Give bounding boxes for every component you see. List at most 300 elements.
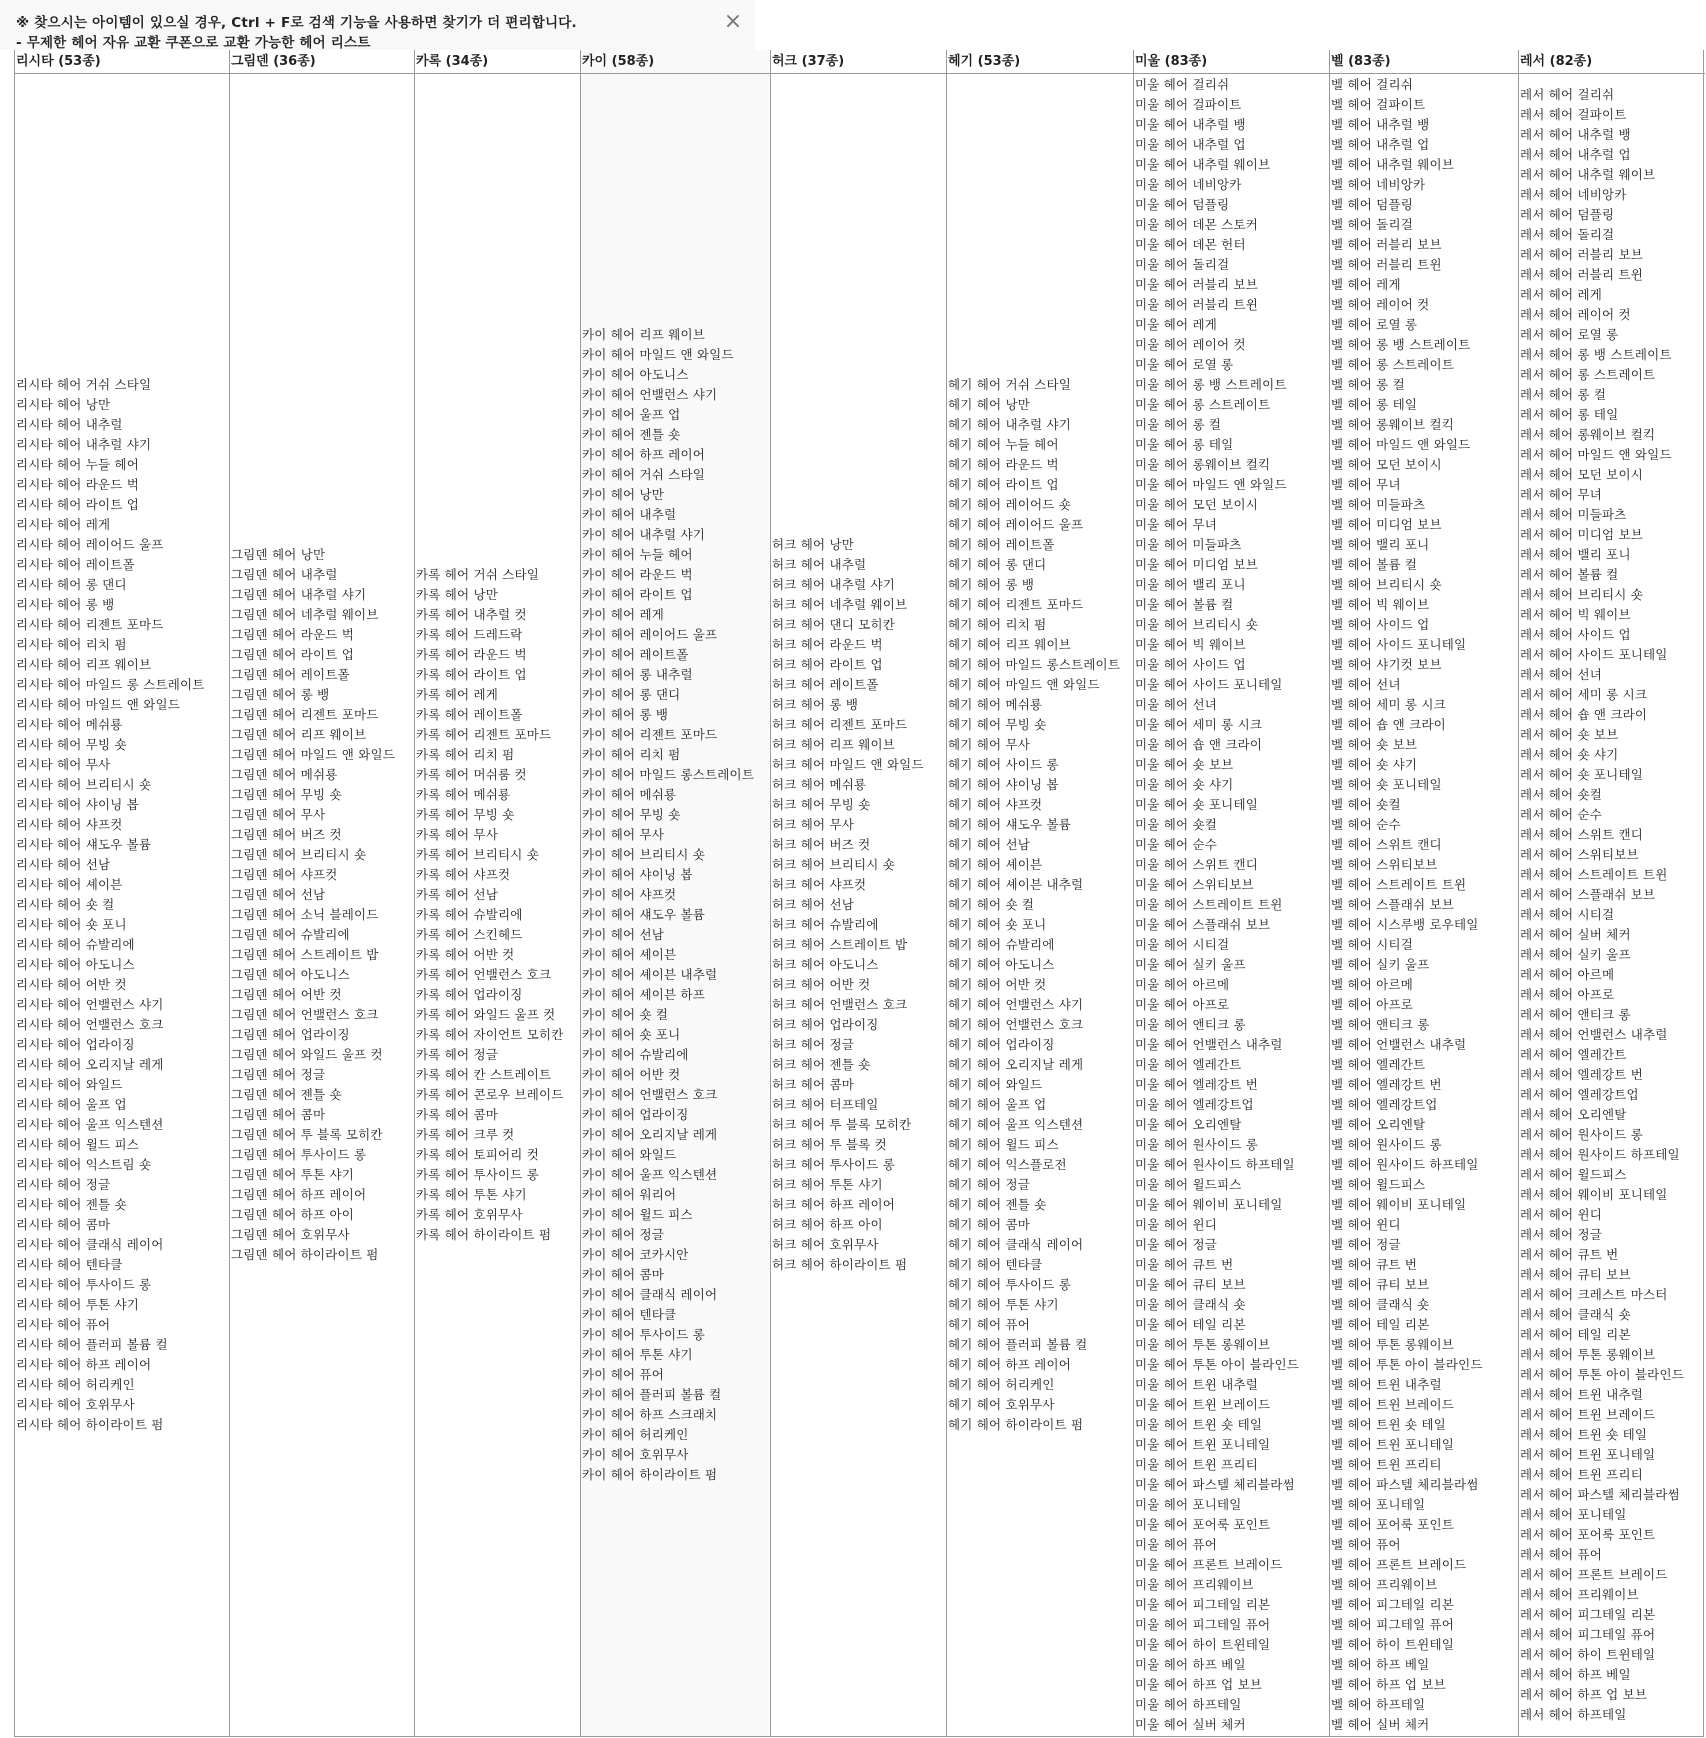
list-item: 헤기 헤어 와일드 (948, 1077, 1043, 1092)
list-item: 미울 헤어 아프로 (1135, 997, 1230, 1012)
list-item: 벨 헤어 샤기컷 보브 (1331, 657, 1442, 672)
list-item: 그림덴 헤어 라이트 업 (231, 647, 354, 662)
column-lisita (15, 50, 230, 1736)
list-item: 레서 헤어 하프 베일 (1520, 1667, 1631, 1682)
list-item: 레서 헤어 트윈 브레이드 (1520, 1407, 1656, 1422)
list-item: 카이 헤어 샤프컷 (582, 887, 677, 902)
list-item: 레서 헤어 내추럴 업 (1520, 147, 1631, 162)
list-item: 리시타 헤어 무사 (16, 757, 111, 772)
list-item: 허크 헤어 버즈 컷 (772, 837, 871, 852)
hair-list (1331, 75, 1518, 1735)
list-item: 레서 헤어 윌드피스 (1520, 1167, 1627, 1182)
column-lesser (1519, 50, 1705, 1736)
list-item: 벨 헤어 마일드 앤 와일드 (1331, 437, 1471, 452)
list-item: 카이 헤어 셰이븐 내추럴 (582, 967, 718, 982)
list-item: 카이 헤어 메쉬룡 (582, 787, 677, 802)
column-body (415, 74, 580, 1736)
list-item: 레서 헤어 미디엄 보브 (1520, 527, 1643, 542)
list-item: 벨 헤어 아르메 (1331, 977, 1413, 992)
list-item: 허크 헤어 하프 레이어 (772, 1197, 895, 1212)
list-item: 미울 헤어 스트레이트 트윈 (1135, 897, 1283, 912)
list-item: 미울 헤어 오리엔탈 (1135, 1117, 1242, 1132)
list-item: 카록 헤어 낭만 (416, 587, 498, 602)
list-item: 벨 헤어 포니테일 (1331, 1497, 1426, 1512)
list-item: 허크 헤어 어반 컷 (772, 977, 871, 992)
list-item: 카록 헤어 샤프컷 (416, 867, 511, 882)
list-item: 카이 헤어 정글 (582, 1227, 664, 1242)
column-header: 카이 (58종) (581, 50, 770, 74)
list-item: 리시타 헤어 셰이븐 (16, 877, 123, 892)
list-item: 벨 헤어 숏 샤기 (1331, 757, 1418, 772)
hair-list (16, 375, 229, 1435)
list-item: 벨 헤어 실키 울프 (1331, 957, 1430, 972)
list-item: 허크 헤어 하프 아이 (772, 1217, 883, 1232)
column-body (1134, 74, 1329, 1736)
list-item: 미울 헤어 실키 울프 (1135, 957, 1246, 972)
list-item: 헤기 헤어 레이어드 울프 (948, 517, 1084, 532)
list-item: 미울 헤어 롱 뱅 스트레이트 (1135, 377, 1287, 392)
list-item: 그림덴 헤어 메쉬룡 (231, 767, 338, 782)
list-item: 레서 헤어 사이드 포니테일 (1520, 647, 1668, 662)
list-item: 리시타 헤어 슈발리에 (16, 937, 135, 952)
list-item: 헤기 헤어 젠틀 숏 (948, 1197, 1047, 1212)
list-item: 레서 헤어 롱 스트레이트 (1520, 367, 1656, 382)
list-item: 카이 헤어 와일드 (582, 1147, 677, 1162)
list-item: 헤기 헤어 셰이븐 내추럴 (948, 877, 1084, 892)
list-item: 레서 헤어 크레스트 마스터 (1520, 1287, 1668, 1302)
list-item: 레서 헤어 볼륨 컬 (1520, 567, 1619, 582)
list-item: 카이 헤어 롱 뱅 (582, 707, 669, 722)
list-item: 카이 헤어 롱 내추럴 (582, 667, 693, 682)
list-item: 그림덴 헤어 롱 뱅 (231, 687, 330, 702)
list-item: 카이 헤어 마일드 롱스트레이트 (582, 767, 755, 782)
list-item: 카이 헤어 리프 웨이브 (582, 327, 705, 342)
list-item: 리시타 헤어 롱 뱅 (16, 597, 115, 612)
list-item: 벨 헤어 내추럴 업 (1331, 137, 1430, 152)
list-item: 미울 헤어 투톤 아이 블라인드 (1135, 1357, 1299, 1372)
list-item: 리시타 헤어 아도니스 (16, 957, 135, 972)
list-item: 카이 헤어 무사 (582, 827, 664, 842)
list-item: 리시타 헤어 마일드 앤 와일드 (16, 697, 180, 712)
list-item: 레서 헤어 웨이비 포니테일 (1520, 1187, 1668, 1202)
list-item: 레서 헤어 모던 보이시 (1520, 467, 1643, 482)
list-item: 벨 헤어 피그테일 리본 (1331, 1597, 1454, 1612)
list-item: 벨 헤어 하프테일 (1331, 1697, 1426, 1712)
list-item: 카이 헤어 투사이드 롱 (582, 1327, 705, 1342)
list-item: 레서 헤어 숏 샤기 (1520, 747, 1619, 762)
list-item: 카이 헤어 업라이징 (582, 1107, 689, 1122)
list-item: 벨 헤어 롱웨이브 컬킥 (1331, 417, 1454, 432)
list-item: 헤기 헤어 콤마 (948, 1217, 1030, 1232)
list-item: 벨 헤어 볼륨 컬 (1331, 557, 1418, 572)
list-item: 미울 헤어 포니테일 (1135, 1497, 1242, 1512)
list-item: 리시타 헤어 오리지날 레게 (16, 1057, 164, 1072)
list-item: 그림덴 헤어 낭만 (231, 547, 326, 562)
list-item: 헤기 헤어 롱 댄디 (948, 557, 1047, 572)
list-item: 벨 헤어 걸리쉬 (1331, 77, 1413, 92)
list-item: 미울 헤어 클래식 숏 (1135, 1297, 1246, 1312)
list-item: 리시타 헤어 업라이징 (16, 1037, 135, 1052)
list-item: 허크 헤어 레이트폴 (772, 677, 879, 692)
column-body (230, 74, 414, 1736)
list-item: 미울 헤어 윌드피스 (1135, 1177, 1242, 1192)
list-item: 그림덴 헤어 정글 (231, 1067, 326, 1082)
list-item: 카이 헤어 내추럴 샤기 (582, 527, 705, 542)
column-body (947, 74, 1133, 1736)
list-item: 미울 헤어 로열 롱 (1135, 357, 1234, 372)
list-item: 벨 헤어 돌리걸 (1331, 217, 1413, 232)
hair-list (582, 325, 770, 1485)
list-item: 헤기 헤어 섀도우 볼륨 (948, 817, 1071, 832)
list-item: 레서 헤어 엘레간트 (1520, 1047, 1627, 1062)
list-item: 레서 헤어 롱 테일 (1520, 407, 1619, 422)
list-item: 벨 헤어 브리티시 숏 (1331, 577, 1442, 592)
list-item: 카이 헤어 클래식 레이어 (582, 1287, 718, 1302)
list-item: 미울 헤어 숏 포니테일 (1135, 797, 1258, 812)
list-item: 리시타 헤어 윌드 피스 (16, 1137, 139, 1152)
list-item: 카이 헤어 코카시안 (582, 1247, 689, 1262)
list-item: 벨 헤어 숏 보브 (1331, 737, 1418, 752)
list-item: 미울 헤어 사이드 업 (1135, 657, 1246, 672)
list-item: 레서 헤어 롱웨이브 컬킥 (1520, 427, 1656, 442)
list-item: 벨 헤어 퓨어 (1331, 1537, 1401, 1552)
list-item: 미울 헤어 마일드 앤 와일드 (1135, 477, 1287, 492)
list-item: 카록 헤어 리젠트 포마드 (416, 727, 552, 742)
list-item: 레서 헤어 러블리 트윈 (1520, 267, 1643, 282)
list-item: 헤기 헤어 하프 레이어 (948, 1357, 1071, 1372)
list-item: 카이 헤어 슈발리에 (582, 1047, 689, 1062)
list-item: 카이 헤어 숏 포니 (582, 1027, 681, 1042)
list-item: 미울 헤어 트윈 숏 테일 (1135, 1417, 1263, 1432)
list-item: 레서 헤어 하프 업 보브 (1520, 1687, 1648, 1702)
list-item: 카이 헤어 셰이븐 (582, 947, 677, 962)
list-item: 리시타 헤어 레이트폴 (16, 557, 135, 572)
list-item: 벨 헤어 엘레간트 (1331, 1057, 1426, 1072)
list-item: 레서 헤어 큐티 보브 (1520, 1267, 1631, 1282)
list-item: 레서 헤어 선녀 (1520, 667, 1602, 682)
list-item: 카록 헤어 라운드 벅 (416, 647, 527, 662)
column-karok (415, 50, 581, 1736)
list-item: 미울 헤어 하프테일 (1135, 1697, 1242, 1712)
list-item: 미울 헤어 스위트 캔디 (1135, 857, 1258, 872)
list-item: 미울 헤어 순수 (1135, 837, 1217, 852)
list-item: 레서 헤어 레게 (1520, 287, 1602, 302)
list-item: 리시타 헤어 낭만 (16, 397, 111, 412)
list-item: 헤기 헤어 라운드 벅 (948, 457, 1059, 472)
close-icon[interactable]: × (723, 9, 743, 34)
list-item: 미울 헤어 롱 컬 (1135, 417, 1222, 432)
list-item: 벨 헤어 하프 베일 (1331, 1657, 1430, 1672)
list-item: 카이 헤어 허리케인 (582, 1427, 689, 1442)
list-item: 그림덴 헤어 라운드 벅 (231, 627, 354, 642)
list-item: 레서 헤어 스트레이트 트윈 (1520, 867, 1668, 882)
list-item: 헤기 헤어 샤이닝 봅 (948, 777, 1059, 792)
list-item: 리시타 헤어 누들 헤어 (16, 457, 139, 472)
hair-list (231, 545, 414, 1265)
list-item: 레서 헤어 아르메 (1520, 967, 1615, 982)
list-item: 헤기 헤어 롱 뱅 (948, 577, 1035, 592)
list-item: 카록 헤어 내추럴 컷 (416, 607, 527, 622)
list-item: 레서 헤어 무녀 (1520, 487, 1602, 502)
list-item: 미울 헤어 돌리걸 (1135, 257, 1230, 272)
list-item: 벨 헤어 클래식 숏 (1331, 1297, 1430, 1312)
list-item: 헤기 헤어 플러피 볼륨 컬 (948, 1337, 1088, 1352)
list-item: 벨 헤어 원사이드 롱 (1331, 1137, 1442, 1152)
list-item: 허크 헤어 투 블록 모히칸 (772, 1117, 912, 1132)
list-item: 리시타 헤어 투톤 샤기 (16, 1297, 139, 1312)
list-item: 미울 헤어 무녀 (1135, 517, 1217, 532)
list-item: 카이 헤어 무빙 숏 (582, 807, 681, 822)
list-item: 헤기 헤어 샤프컷 (948, 797, 1043, 812)
list-item: 리시타 헤어 라이트 업 (16, 497, 139, 512)
list-item: 미울 헤어 데몬 스토커 (1135, 217, 1258, 232)
list-item: 그림덴 헤어 콤마 (231, 1107, 326, 1122)
list-item: 미울 헤어 윈디 (1135, 1217, 1217, 1232)
list-item: 그림덴 헤어 호위무사 (231, 1227, 350, 1242)
list-item: 헤기 헤어 메쉬룡 (948, 697, 1043, 712)
list-item: 카이 헤어 투톤 샤기 (582, 1347, 693, 1362)
list-item: 허크 헤어 브리티시 숏 (772, 857, 895, 872)
list-item: 미울 헤어 숍 앤 크라이 (1135, 737, 1263, 752)
column-body (15, 74, 229, 1736)
list-item: 카록 헤어 머쉬룸 컷 (416, 767, 527, 782)
list-item: 카이 헤어 텐타클 (582, 1307, 677, 1322)
list-item: 허크 헤어 무사 (772, 817, 854, 832)
list-item: 벨 헤어 숏컬 (1331, 797, 1401, 812)
list-item: 헤기 헤어 언밸런스 호크 (948, 1017, 1084, 1032)
list-item: 레서 헤어 숏 포니테일 (1520, 767, 1643, 782)
list-item: 그림덴 헤어 투사이드 롱 (231, 1147, 367, 1162)
list-item: 그림덴 헤어 하이라이트 펌 (231, 1247, 379, 1262)
list-item: 헤기 헤어 숏 컬 (948, 897, 1035, 912)
list-item: 허크 헤어 슈발리에 (772, 917, 879, 932)
list-item: 그림덴 헤어 슈발리에 (231, 927, 350, 942)
list-item: 벨 헤어 시티걸 (1331, 937, 1413, 952)
list-item: 레서 헤어 롱 컬 (1520, 387, 1607, 402)
list-item: 허크 헤어 투사이드 롱 (772, 1157, 895, 1172)
list-item: 벨 헤어 롱 뱅 스트레이트 (1331, 337, 1471, 352)
column-hurk (771, 50, 947, 1736)
list-item: 리시타 헤어 와일드 (16, 1077, 123, 1092)
list-item: 카록 헤어 언밸런스 호크 (416, 967, 552, 982)
list-item: 카이 헤어 선남 (582, 927, 664, 942)
list-item: 헤기 헤어 사이드 롱 (948, 757, 1059, 772)
list-item: 벨 헤어 시스루뱅 로우테일 (1331, 917, 1479, 932)
hair-list (772, 535, 946, 1275)
list-item: 허크 헤어 투 블록 컷 (772, 1137, 887, 1152)
list-item: 벨 헤어 스트레이트 트윈 (1331, 877, 1467, 892)
notice-banner (0, 0, 755, 50)
list-item: 미울 헤어 숏 보브 (1135, 757, 1234, 772)
list-item: 미울 헤어 러블리 트윈 (1135, 297, 1258, 312)
list-item: 미울 헤어 내추럴 업 (1135, 137, 1246, 152)
list-item: 카이 헤어 내추럴 (582, 507, 677, 522)
list-item: 리시타 헤어 섀도우 볼륨 (16, 837, 152, 852)
list-item: 그림덴 헤어 언밸런스 호크 (231, 1007, 379, 1022)
list-item: 벨 헤어 웨이비 포니테일 (1331, 1197, 1467, 1212)
list-item: 벨 헤어 스위트 캔디 (1331, 837, 1442, 852)
list-item: 허크 헤어 무빙 숏 (772, 797, 871, 812)
list-item: 레서 헤어 브리티시 숏 (1520, 587, 1643, 602)
list-item: 카이 헤어 콤마 (582, 1267, 664, 1282)
list-item: 벨 헤어 앤티크 롱 (1331, 1017, 1430, 1032)
list-item: 카이 헤어 하프 레이어 (582, 447, 705, 462)
list-item: 허크 헤어 롱 뱅 (772, 697, 859, 712)
list-item: 헤기 헤어 레이어드 숏 (948, 497, 1071, 512)
list-item: 그림덴 헤어 아도니스 (231, 967, 350, 982)
list-item: 카록 헤어 자이언트 모히칸 (416, 1027, 564, 1042)
list-item: 미울 헤어 피그테일 퓨어 (1135, 1617, 1271, 1632)
list-item: 벨 헤어 사이드 업 (1331, 617, 1430, 632)
list-item: 벨 헤어 내추럴 웨이브 (1331, 157, 1454, 172)
list-item: 헤기 헤어 리프 웨이브 (948, 637, 1071, 652)
list-item: 카록 헤어 정글 (416, 1047, 498, 1062)
list-item: 레서 헤어 스플래쉬 보브 (1520, 887, 1656, 902)
list-item: 그림덴 헤어 하프 아이 (231, 1207, 354, 1222)
list-item: 카록 헤어 호위무사 (416, 1207, 523, 1222)
list-item: 미울 헤어 스위티보브 (1135, 877, 1254, 892)
list-item: 카이 헤어 셰이븐 하프 (582, 987, 705, 1002)
list-item: 허크 헤어 리프 웨이브 (772, 737, 895, 752)
column-header: 레서 (82종) (1519, 50, 1705, 74)
list-item: 레서 헤어 밸리 포니 (1520, 547, 1631, 562)
list-item: 벨 헤어 세미 롱 시크 (1331, 697, 1446, 712)
column-header: 벨 (83종) (1330, 50, 1518, 74)
list-item: 헤기 헤어 마일드 앤 와일드 (948, 677, 1100, 692)
list-item: 벨 헤어 실버 체커 (1331, 1717, 1430, 1732)
column-header: 헤기 (53종) (947, 50, 1133, 74)
list-item: 카이 헤어 리젠트 포마드 (582, 727, 718, 742)
list-item: 미울 헤어 파스텔 체리블라썸 (1135, 1477, 1295, 1492)
list-item: 미울 헤어 모던 보이시 (1135, 497, 1258, 512)
list-item: 벨 헤어 미들파츠 (1331, 497, 1426, 512)
list-item: 벨 헤어 피그테일 퓨어 (1331, 1617, 1454, 1632)
list-item: 그림덴 헤어 업라이징 (231, 1027, 350, 1042)
list-item: 카이 헤어 울프 익스텐션 (582, 1167, 718, 1182)
list-item: 카록 헤어 와일드 울프 컷 (416, 1007, 556, 1022)
list-item: 허크 헤어 낭만 (772, 537, 854, 552)
list-item: 레서 헤어 숍 앤 크라이 (1520, 707, 1648, 722)
list-item: 헤기 헤어 울프 익스텐션 (948, 1117, 1084, 1132)
list-item: 레서 헤어 숏 보브 (1520, 727, 1619, 742)
list-item: 벨 헤어 트윈 포니테일 (1331, 1437, 1454, 1452)
list-item: 레서 헤어 걸리쉬 (1520, 87, 1615, 102)
list-item: 벨 헤어 걸파이트 (1331, 97, 1426, 112)
list-item: 미울 헤어 원사이드 하프테일 (1135, 1157, 1295, 1172)
list-item: 미울 헤어 레게 (1135, 317, 1217, 332)
list-item: 미울 헤어 미디엄 보브 (1135, 557, 1258, 572)
list-item: 카록 헤어 투사이드 롱 (416, 1167, 539, 1182)
list-item: 카록 헤어 레게 (416, 687, 498, 702)
list-item: 미울 헤어 미들파츠 (1135, 537, 1242, 552)
column-grimden (230, 50, 415, 1736)
list-item: 벨 헤어 테일 리본 (1331, 1317, 1430, 1332)
list-item: 리시타 헤어 언밸런스 호크 (16, 1017, 164, 1032)
list-item: 카이 헤어 젠틀 숏 (582, 427, 681, 442)
list-item: 벨 헤어 언밸런스 내추럴 (1331, 1037, 1467, 1052)
list-item: 미울 헤어 큐트 번 (1135, 1257, 1234, 1272)
list-item: 카이 헤어 누들 헤어 (582, 547, 693, 562)
list-item: 벨 헤어 엘레강트 번 (1331, 1077, 1442, 1092)
list-item: 레서 헤어 테일 리본 (1520, 1327, 1631, 1342)
list-item: 벨 헤어 트윈 프리티 (1331, 1457, 1442, 1472)
list-item: 그림덴 헤어 선남 (231, 887, 326, 902)
list-item: 레서 헤어 숏컬 (1520, 787, 1602, 802)
list-item: 벨 헤어 트윈 내추럴 (1331, 1377, 1442, 1392)
list-item: 벨 헤어 포어룩 포인트 (1331, 1517, 1454, 1532)
list-item: 벨 헤어 빅 웨이브 (1331, 597, 1430, 612)
list-item: 리시타 헤어 익스트림 숏 (16, 1157, 152, 1172)
list-item: 레서 헤어 스위티보브 (1520, 847, 1639, 862)
list-item: 카록 헤어 하이라이트 펌 (416, 1227, 552, 1242)
list-item: 허크 헤어 선남 (772, 897, 854, 912)
list-item: 리시타 헤어 투사이드 롱 (16, 1277, 152, 1292)
list-item: 리시타 헤어 무빙 숏 (16, 737, 127, 752)
list-item: 리시타 헤어 콤마 (16, 1217, 111, 1232)
list-item: 헤기 헤어 정글 (948, 1177, 1030, 1192)
list-item: 벨 헤어 큐트 번 (1331, 1257, 1418, 1272)
list-item: 그림덴 헤어 샤프컷 (231, 867, 338, 882)
list-item: 리시타 헤어 텐타클 (16, 1257, 123, 1272)
list-item: 허크 헤어 업라이징 (772, 1017, 879, 1032)
list-item: 레서 헤어 하프테일 (1520, 1707, 1627, 1722)
list-item: 카록 헤어 선남 (416, 887, 498, 902)
list-item: 카록 헤어 어반 컷 (416, 947, 515, 962)
list-item: 레서 헤어 롱 뱅 스트레이트 (1520, 347, 1672, 362)
list-item: 벨 헤어 레게 (1331, 277, 1401, 292)
list-item: 카록 헤어 스킨헤드 (416, 927, 523, 942)
list-item: 헤기 헤어 셰이븐 (948, 857, 1043, 872)
list-item: 레서 헤어 덤플링 (1520, 207, 1615, 222)
list-item: 레서 헤어 순수 (1520, 807, 1602, 822)
list-item: 리시타 헤어 허리케인 (16, 1377, 135, 1392)
list-item: 레서 헤어 파스텔 체리블라썸 (1520, 1487, 1680, 1502)
list-item: 카이 헤어 브리티시 숏 (582, 847, 705, 862)
list-item: 리시타 헤어 메쉬룡 (16, 717, 123, 732)
list-item: 헤기 헤어 무사 (948, 737, 1030, 752)
list-item: 리시타 헤어 롱 댄디 (16, 577, 127, 592)
list-item: 리시타 헤어 샤프컷 (16, 817, 123, 832)
list-item: 미울 헤어 내추럴 뱅 (1135, 117, 1246, 132)
list-item: 헤기 헤어 숏 포니 (948, 917, 1047, 932)
list-item: 벨 헤어 트윈 숏 테일 (1331, 1417, 1446, 1432)
list-item: 미울 헤어 네비앙카 (1135, 177, 1242, 192)
list-item: 레서 헤어 원사이드 하프테일 (1520, 1147, 1680, 1162)
list-item: 그림덴 헤어 레이트폴 (231, 667, 350, 682)
list-item: 벨 헤어 트윈 브레이드 (1331, 1397, 1454, 1412)
list-item: 허크 헤어 투톤 샤기 (772, 1177, 883, 1192)
list-item: 미울 헤어 테일 리본 (1135, 1317, 1246, 1332)
list-item: 벨 헤어 레이어 컷 (1331, 297, 1430, 312)
list-item: 그림덴 헤어 와일드 울프 컷 (231, 1047, 383, 1062)
list-item: 벨 헤어 롱 스트레이트 (1331, 357, 1454, 372)
search-tip-text: ※ 찾으시는 아이템이 있으실 경우, Ctrl + F로 검색 기능을 사용하면 찾기가 더 편리합니다. (16, 15, 577, 31)
list-item: 리시타 헤어 내추럴 샤기 (16, 437, 152, 452)
list-item: 헤기 헤어 퓨어 (948, 1317, 1030, 1332)
list-item: 레서 헤어 로열 롱 (1520, 327, 1619, 342)
list-item: 헤기 헤어 오리지날 레게 (948, 1057, 1084, 1072)
list-item: 벨 헤어 로열 롱 (1331, 317, 1418, 332)
list-item: 카록 헤어 무빙 숏 (416, 807, 515, 822)
list-item: 레서 헤어 러블리 보브 (1520, 247, 1643, 262)
column-miul (1134, 50, 1330, 1736)
list-item: 벨 헤어 하프 업 보브 (1331, 1677, 1446, 1692)
list-item: 카록 헤어 리치 펌 (416, 747, 515, 762)
list-item: 미울 헤어 롱 스트레이트 (1135, 397, 1271, 412)
list-item: 레서 헤어 레이어 컷 (1520, 307, 1631, 322)
list-item: 허크 헤어 아도니스 (772, 957, 879, 972)
list-item: 카이 헤어 거쉬 스타일 (582, 467, 705, 482)
